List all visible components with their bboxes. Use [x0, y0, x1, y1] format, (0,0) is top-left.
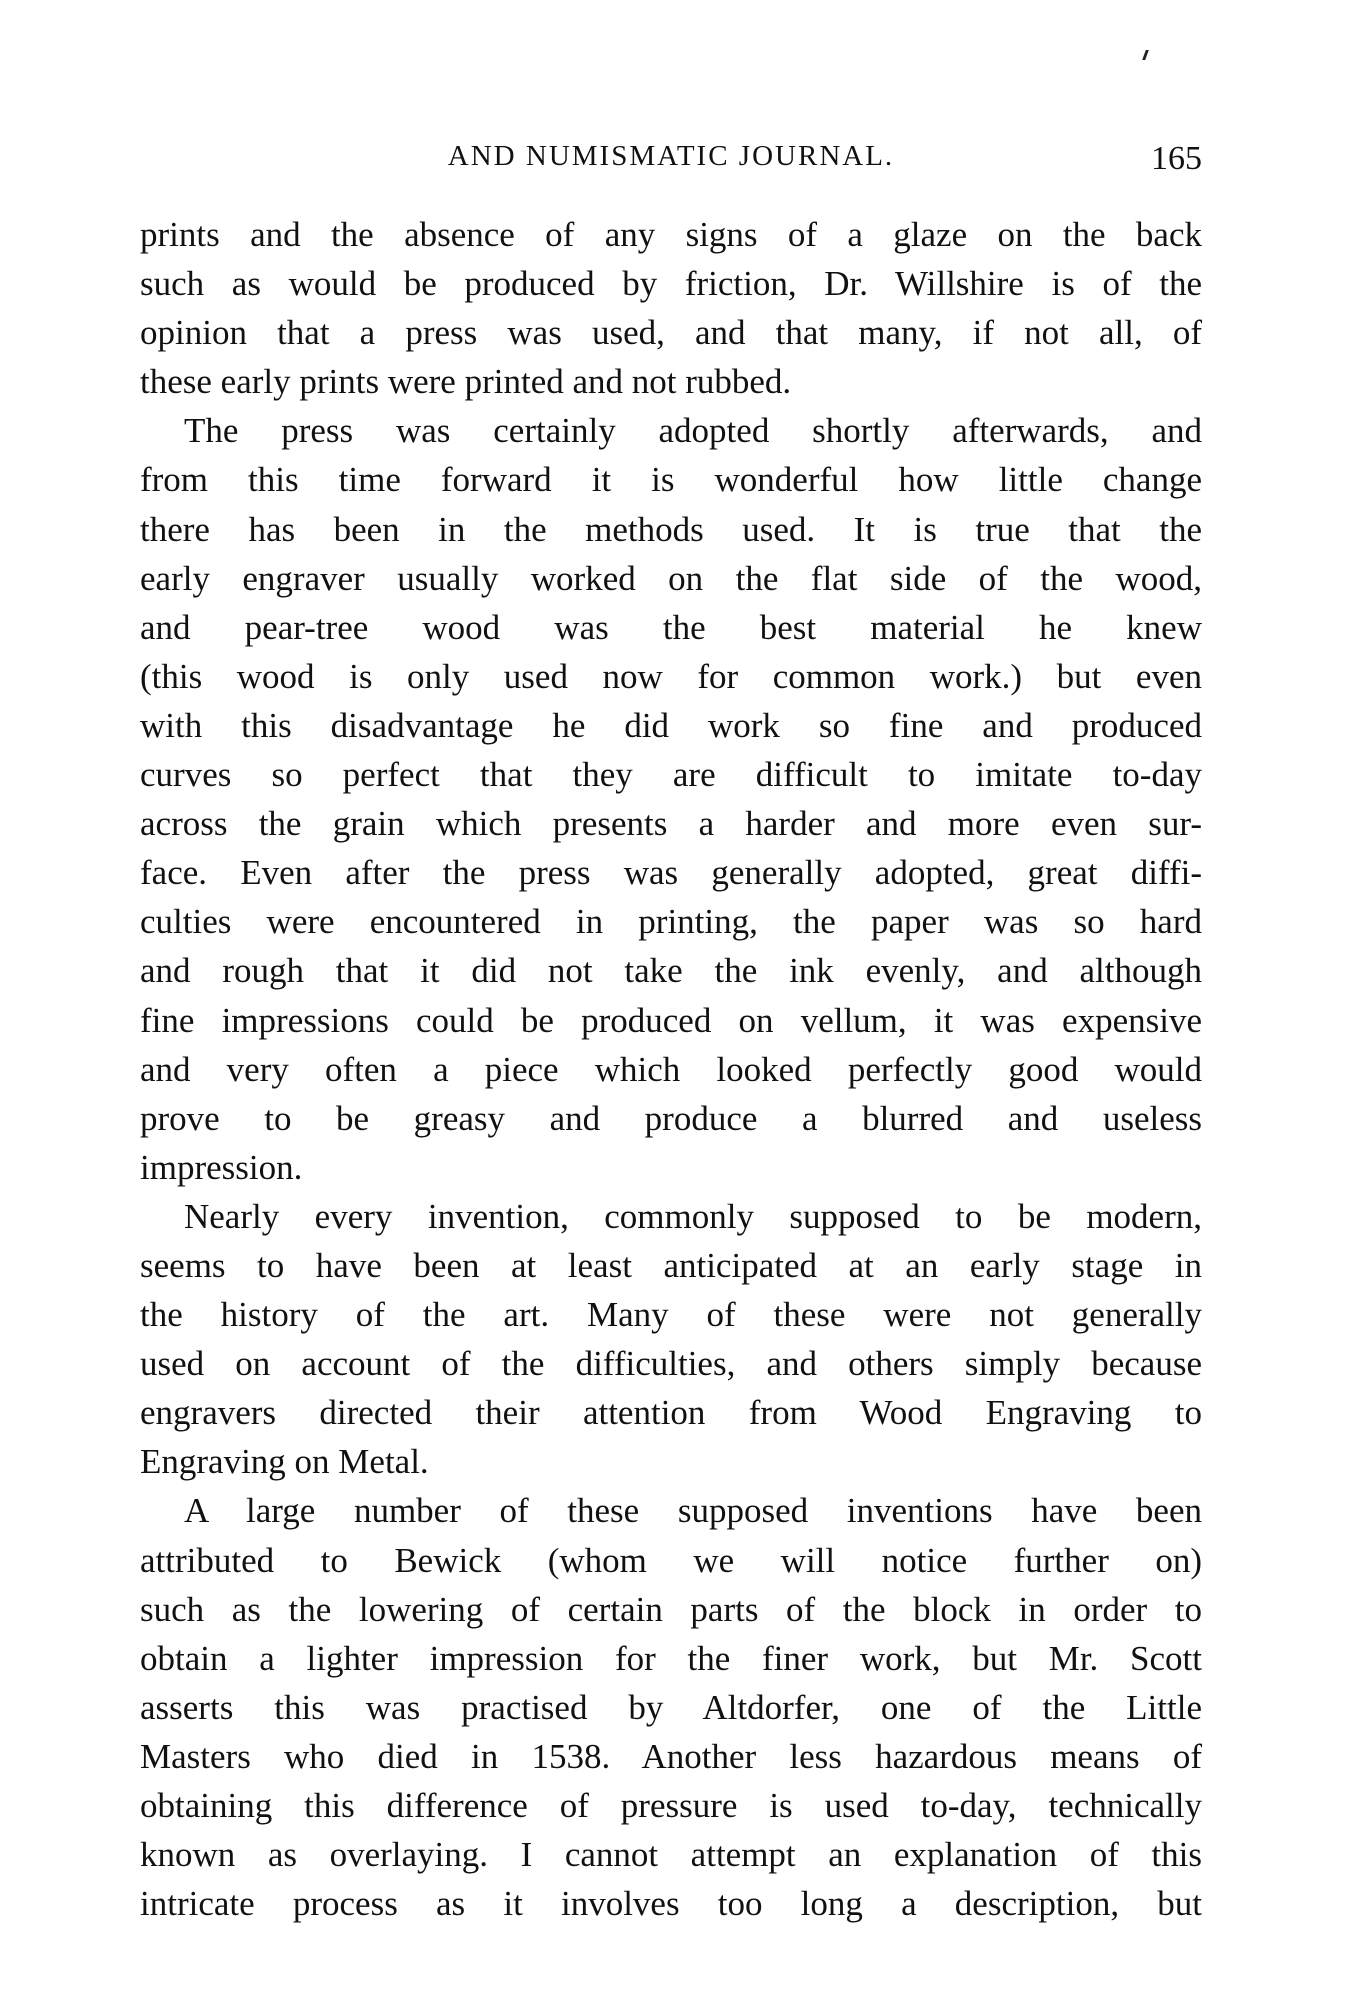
text-line: impression. [140, 1147, 303, 1187]
text-line: and rough that it did not take the ink evenly, and although [140, 951, 1202, 991]
text-line: intricate process as it involves too long a description, but [140, 1884, 1202, 1924]
text-line: seems to have been at least anticipated at an early stage in [140, 1245, 1202, 1285]
text-line: asserts this was practised by Altdorfer, one of the Little [140, 1687, 1202, 1727]
page-number: 165 [1151, 140, 1202, 177]
text-line: used on account of the difficulties, and others simply because [140, 1344, 1202, 1384]
body-text [140, 210, 1202, 1928]
running-head [140, 140, 1202, 184]
text-line: and very often a piece which looked perfectly good would [140, 1049, 1202, 1089]
text-line: across the grain which presents a harder and more even sur- [140, 804, 1202, 844]
stray-mark [1142, 50, 1149, 60]
text-line: prints and the absence of any signs of a glaze on the back [140, 215, 1202, 254]
text-line: early engraver usually worked on the flat side of the wood, [140, 558, 1202, 598]
text-line: fine impressions could be produced on vellum, it was expensive [140, 1000, 1202, 1040]
text-line: such as the lowering of certain parts of the block in order to [140, 1589, 1202, 1629]
text-line: such as would be produced by friction, Dr. Willshire is of the [140, 264, 1202, 304]
paragraph-start-line: Nearly every invention, commonly supposed to be modern, [184, 1196, 1202, 1236]
text-line: from this time forward it is wonderful how little change [140, 460, 1202, 500]
text-line: prove to be greasy and produce a blurred and useless [140, 1098, 1202, 1138]
text-line: engravers directed their attention from Wood Engraving to [140, 1393, 1202, 1433]
text-line: the history of the art. Many of these were not generally [140, 1295, 1202, 1335]
text-line: obtain a lighter impression for the finer work, but Mr. Scott [140, 1638, 1202, 1678]
text-line: and pear-tree wood was the best material he knew [140, 607, 1202, 647]
text-line: curves so perfect that they are difficult to imitate to-day [140, 755, 1202, 795]
text-line: there has been in the methods used. It is true that the [140, 509, 1202, 549]
paragraph-start-line: The press was certainly adopted shortly afterwards, and [184, 411, 1202, 451]
text-line: with this disadvantage he did work so fine and produced [140, 705, 1202, 745]
text-line: culties were encountered in printing, the paper was so hard [140, 902, 1202, 942]
text-line: opinion that a press was used, and that many, if not all, of [140, 313, 1202, 353]
text-line: (this wood is only used now for common work.) but even [140, 656, 1202, 696]
text-line: Masters who died in 1538. Another less hazardous means of [140, 1736, 1202, 1776]
running-title: AND NUMISMATIC JOURNAL. [447, 140, 895, 172]
paragraph-start-line: A large number of these supposed inventions have been [184, 1491, 1202, 1531]
text-line: obtaining this difference of pressure is used to-day, technically [140, 1786, 1202, 1825]
text-line: Engraving on Metal. [140, 1442, 429, 1482]
page [140, 140, 1202, 1928]
text-line: known as overlaying. I cannot attempt an explanation of this [140, 1835, 1202, 1875]
text-line: these early prints were printed and not rubbed. [140, 362, 792, 402]
text-line: attributed to Bewick (whom we will notice further on) [140, 1540, 1202, 1580]
text-line: face. Even after the press was generally adopted, great diffi- [140, 853, 1202, 893]
